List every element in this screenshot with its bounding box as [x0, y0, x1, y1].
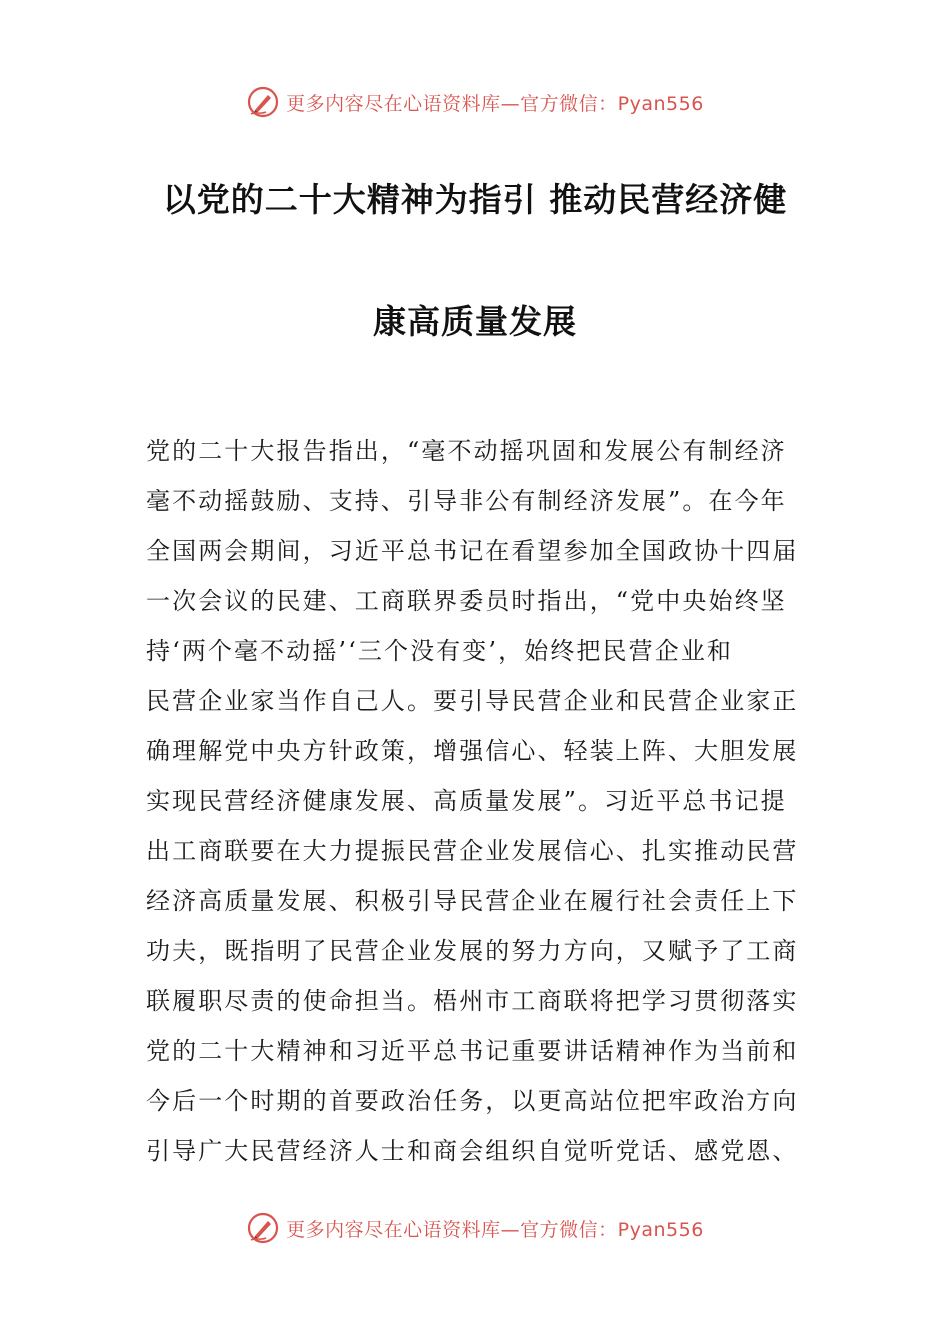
body-line: 联履职尽责的使命担当。梧州市工商联将把学习贯彻落实	[146, 987, 799, 1015]
watermark-text: 更多内容尽在心语资料库—官方微信：Pyan556	[286, 92, 704, 115]
body-line: 今后一个时期的首要政治任务，以更高站位把牢政治方向	[146, 1087, 799, 1115]
watermark-banner-bottom	[0, 1208, 950, 1248]
body-line: 毫不动摇鼓励、支持、引导非公有制经济发展”。在今年	[146, 487, 787, 515]
body-line: 确理解党中央方针政策，增强信心、轻装上阵、大胆发展	[146, 737, 799, 765]
body-line: 经济高质量发展、积极引导民营企业在履行社会责任上下	[146, 887, 799, 915]
document-title-line-1: 以党的二十大精神为指引 推动民营经济健	[162, 180, 788, 219]
body-line: 全国两会期间，习近平总书记在看望参加全国政协十四届	[146, 537, 799, 565]
body-line: 功夫，既指明了民营企业发展的努力方向，又赋予了工商	[146, 937, 799, 965]
watermark-text: 更多内容尽在心语资料库—官方微信：Pyan556	[286, 1218, 704, 1241]
pen-circle-logo-icon	[246, 85, 280, 119]
body-line: 出工商联要在大力提振民营企业发展信心、扎实推动民营	[146, 837, 799, 865]
body-line: 引导广大民营经济人士和商会组织自觉听党话、感党恩、	[146, 1137, 799, 1165]
body-line: 持‘两个毫不动摇’‘三个没有变’，始终把民营企业和	[146, 637, 734, 665]
body-line: 党的二十大报告指出，“毫不动摇巩固和发展公有制经济	[146, 437, 787, 465]
body-line: 党的二十大精神和习近平总书记重要讲话精神作为当前和	[146, 1037, 799, 1065]
document-title-line-2: 康高质量发展	[373, 302, 577, 341]
body-line: 一次会议的民建、工商联界委员时指出，“党中央始终坚	[146, 587, 787, 615]
pen-circle-logo-icon	[246, 1211, 280, 1245]
body-line: 实现民营经济健康发展、高质量发展”。习近平总书记提	[146, 787, 787, 815]
watermark-banner-top	[0, 82, 950, 122]
body-line: 民营企业家当作自己人。要引导民营企业和民营企业家正	[146, 687, 799, 715]
body-paragraph	[146, 426, 808, 1176]
